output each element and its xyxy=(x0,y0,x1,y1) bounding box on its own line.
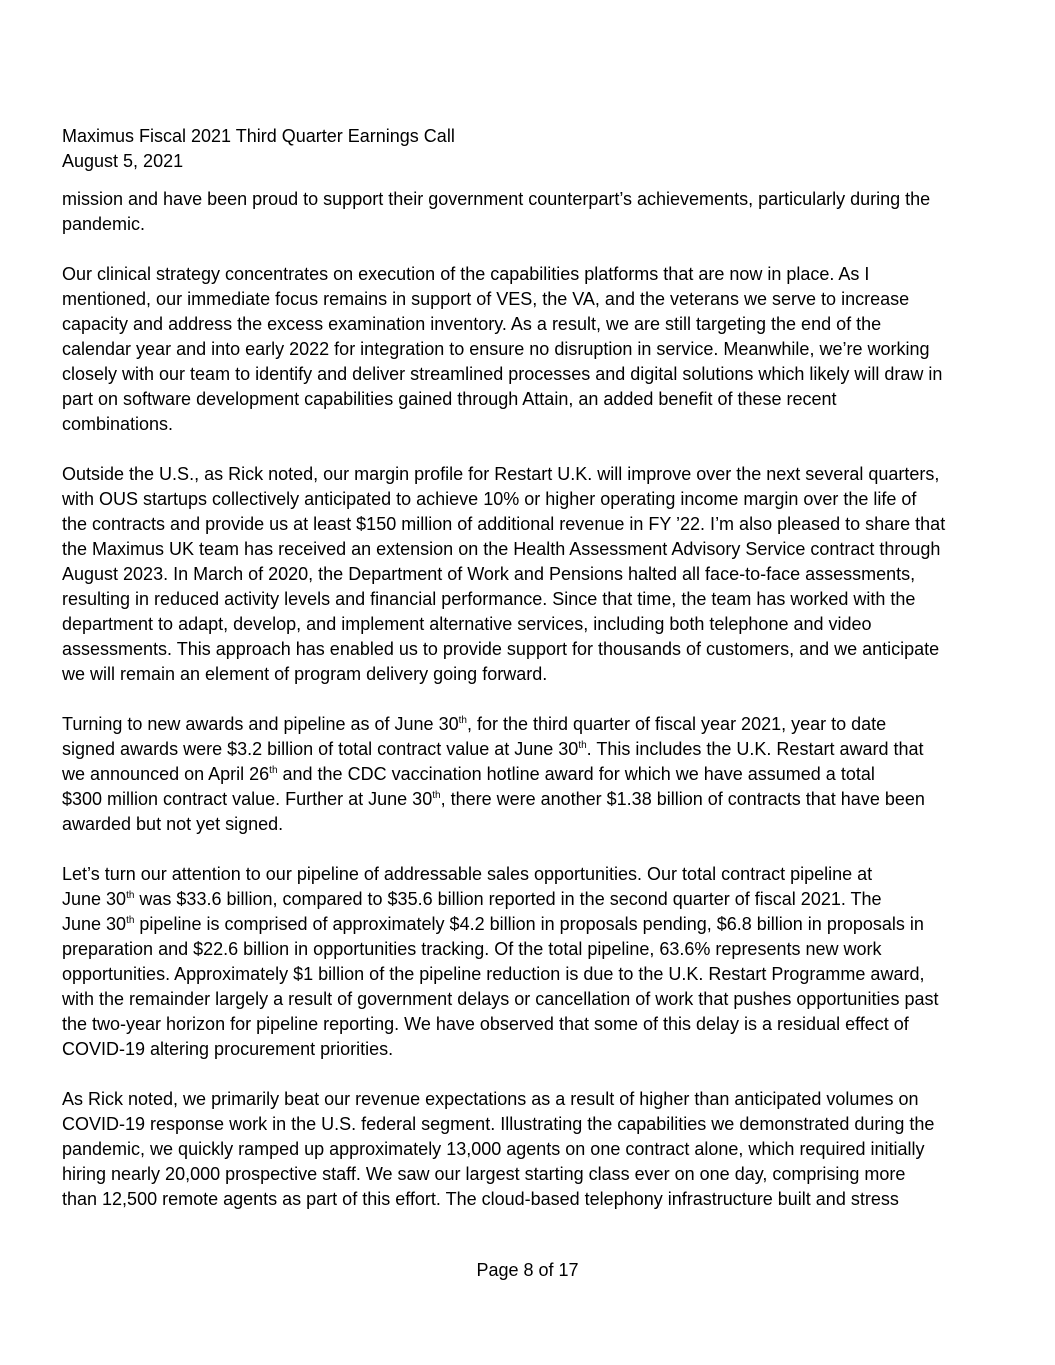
text-line: Outside the U.S., as Rick noted, our margin profile for Restart U.K. will improve over the next several quarters, xyxy=(62,464,940,484)
text-run: was $33.6 billion, compared to $35.6 billion reported in the second quarter of fiscal 2021. The xyxy=(134,889,882,909)
text-run: Turning to new awards and pipeline as of June 30 xyxy=(62,714,459,734)
text-line: awarded but not yet signed. xyxy=(62,814,284,834)
text-line xyxy=(62,887,997,912)
text-line xyxy=(62,912,997,937)
ordinal-suffix: th xyxy=(126,890,135,901)
document-date: August 5, 2021 xyxy=(62,151,184,171)
text-line: the Maximus UK team has received an extension on the Health Assessment Advisory Service contract through xyxy=(62,539,941,559)
text-line xyxy=(62,712,997,737)
text-line: capacity and address the excess examination inventory. As a result, we are still targeting the end of the xyxy=(62,314,882,334)
text-line xyxy=(62,762,997,787)
text-run: , for the third quarter of fiscal year 2021, year to date xyxy=(466,714,887,734)
paragraph-5 xyxy=(62,862,997,1062)
text-run: . This includes the U.K. Restart award that xyxy=(586,739,924,759)
document-title: Maximus Fiscal 2021 Third Quarter Earnings Call xyxy=(62,126,455,146)
text-line: COVID-19 response work in the U.S. federal segment. Illustrating the capabilities we demonstrated during the xyxy=(62,1114,935,1134)
ordinal-suffix: th xyxy=(458,715,467,726)
text-line: pandemic. xyxy=(62,214,146,234)
text-run: June 30 xyxy=(62,914,127,934)
text-line: opportunities. Approximately $1 billion of the pipeline reduction is due to the U.K. Restart Programme award, xyxy=(62,964,925,984)
page-number: Page 8 of 17 xyxy=(476,1260,579,1280)
page-footer xyxy=(0,1258,1055,1283)
text-line: part on software development capabilities gained through Attain, an added benefit of these recent xyxy=(62,389,837,409)
ordinal-suffix: th xyxy=(126,915,135,926)
text-line: we will remain an element of program delivery going forward. xyxy=(62,664,548,684)
text-line: Let’s turn our attention to our pipeline of addressable sales opportunities. Our total contract pipeline at xyxy=(62,864,873,884)
text-line xyxy=(62,737,997,762)
text-line: August 2023. In March of 2020, the Department of Work and Pensions halted all face-to-face assessments, xyxy=(62,564,916,584)
text-line: As Rick noted, we primarily beat our revenue expectations as a result of higher than anticipated volumes on xyxy=(62,1089,919,1109)
text-run: , there were another $1.38 billion of contracts that have been xyxy=(440,789,925,809)
text-run: and the CDC vaccination hotline award for which we have assumed a total xyxy=(277,764,875,784)
text-run: we announced on April 26 xyxy=(62,764,270,784)
paragraph-3 xyxy=(62,462,997,687)
text-line: with the remainder largely a result of government delays or cancellation of work that pushes opportunities past xyxy=(62,989,939,1009)
paragraph-2 xyxy=(62,262,997,437)
paragraph-6 xyxy=(62,1087,997,1212)
text-line xyxy=(62,787,997,812)
text-run: signed awards were $3.2 billion of total contract value at June 30 xyxy=(62,739,579,759)
text-line: the two-year horizon for pipeline reporting. We have observed that some of this delay is a residual effect of xyxy=(62,1014,909,1034)
text-line: combinations. xyxy=(62,414,174,434)
text-line: than 12,500 remote agents as part of this effort. The cloud-based telephony infrastructure built and stress xyxy=(62,1189,899,1209)
text-line: calendar year and into early 2022 for integration to ensure no disruption in service. Meanwhile, we’re working xyxy=(62,339,930,359)
paragraph-4 xyxy=(62,712,997,837)
text-line: with OUS startups collectively anticipated to achieve 10% or higher operating income margin over the life of xyxy=(62,489,917,509)
text-line: Our clinical strategy concentrates on execution of the capabilities platforms that are now in place. As I xyxy=(62,264,870,284)
text-run: $300 million contract value. Further at June 30 xyxy=(62,789,433,809)
text-line: mentioned, our immediate focus remains in support of VES, the VA, and the veterans we serve to increase xyxy=(62,289,910,309)
text-line: assessments. This approach has enabled us to provide support for thousands of customers, and we anticipate xyxy=(62,639,940,659)
text-line: preparation and $22.6 billion in opportunities tracking. Of the total pipeline, 63.6% represents new work xyxy=(62,939,882,959)
ordinal-suffix: th xyxy=(578,740,587,751)
ordinal-suffix: th xyxy=(432,790,441,801)
ordinal-suffix: th xyxy=(269,765,278,776)
text-line: COVID-19 altering procurement priorities. xyxy=(62,1039,394,1059)
document-page xyxy=(62,124,997,1237)
text-line: department to adapt, develop, and implement alternative services, including both telephone and video xyxy=(62,614,872,634)
text-run: pipeline is comprised of approximately $4.2 billion in proposals pending, $6.8 billion in proposals in xyxy=(134,914,924,934)
paragraph-1 xyxy=(62,187,997,237)
text-line: hiring nearly 20,000 prospective staff. We saw our largest starting class ever on one day, comprising more xyxy=(62,1164,906,1184)
document-header xyxy=(62,124,997,174)
text-line: mission and have been proud to support their government counterpart’s achievements, particularly during the xyxy=(62,189,931,209)
text-line: closely with our team to identify and deliver streamlined processes and digital solutions which likely will draw in xyxy=(62,364,943,384)
text-run: June 30 xyxy=(62,889,127,909)
text-line: resulting in reduced activity levels and financial performance. Since that time, the team has worked with the xyxy=(62,589,916,609)
text-line: pandemic, we quickly ramped up approximately 13,000 agents on one contract alone, which required initially xyxy=(62,1139,925,1159)
text-line: the contracts and provide us at least $150 million of additional revenue in FY ’22. I’m also pleased to share that xyxy=(62,514,946,534)
